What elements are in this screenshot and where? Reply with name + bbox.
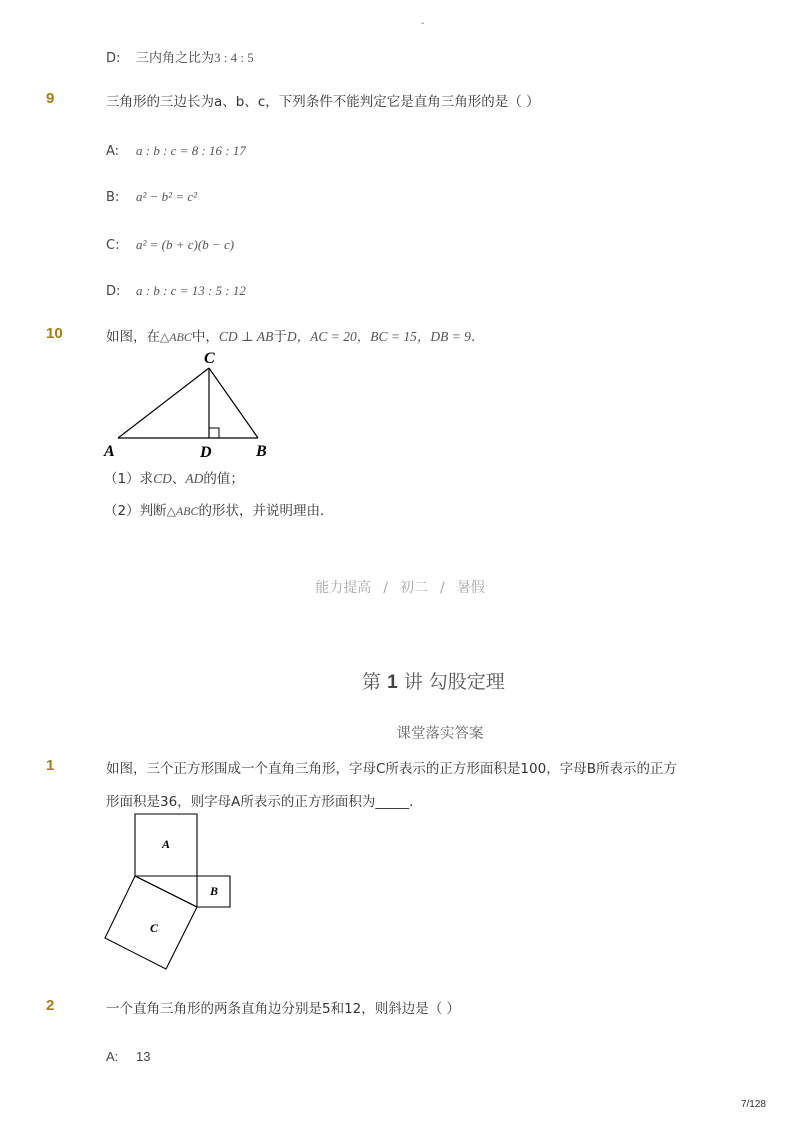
question-stem: 三角形的三边长为a、b、c，下列条件不能判定它是直角三角形的是（ ）	[106, 94, 540, 110]
header-mark: -	[421, 18, 425, 29]
stem-text: 于	[273, 329, 287, 345]
squares-figure	[100, 810, 240, 975]
option-math: 3 : 4 : 5	[214, 50, 254, 65]
stem-math: CD ⊥ AB	[218, 329, 274, 344]
lecture-title	[362, 667, 505, 694]
option-label: C:	[106, 238, 120, 253]
sub-text: （1）求	[104, 471, 154, 487]
q9-option-a	[106, 143, 246, 159]
sub-question-2	[104, 499, 334, 519]
option-label: A:	[106, 144, 120, 159]
option-label: D:	[106, 51, 121, 66]
lecture-prefix: 第	[362, 671, 382, 693]
vertex-label-b: B	[256, 443, 267, 460]
a2-option-a	[106, 1049, 150, 1064]
breadcrumb	[0, 577, 800, 597]
sub-math: CD	[153, 471, 172, 486]
vertex-label-a: A	[104, 443, 115, 460]
option-math: a² = (b + c)(b − c)	[136, 237, 235, 252]
question-number: 9	[46, 90, 55, 107]
q8-option-d	[106, 47, 254, 66]
option-label: D:	[106, 284, 121, 299]
q9-option-c	[106, 237, 234, 253]
option-math: a : b : c = 13 : 5 : 12	[136, 283, 246, 298]
breadcrumb-separator: /	[383, 580, 388, 596]
vertex-label-d: D	[200, 444, 212, 461]
square-label-c: C	[150, 921, 159, 935]
stem-math: △ABC	[160, 330, 192, 344]
sub-text: （2）判断	[104, 503, 167, 519]
section-title: 课堂落实答案	[396, 726, 484, 742]
option-label: A:	[106, 1049, 119, 1064]
lecture-suffix: 讲 勾股定理	[403, 671, 505, 693]
question-stem-line2: 形面积是36，则字母A所表示的正方形面积为_____．	[106, 794, 423, 810]
sub-question-1	[104, 467, 244, 487]
question-number: 1	[46, 757, 55, 774]
sub-text: 的形状，并说明理由．	[198, 503, 334, 519]
option-text: 三内角之比为	[136, 51, 215, 66]
question-stem-line1: 如图，三个正方形围成一个直角三角形，字母C所表示的正方形面积是100，字母B所表示的正方	[106, 761, 677, 777]
sub-math: AD	[185, 471, 204, 486]
breadcrumb-separator: /	[440, 580, 445, 596]
option-label: B:	[106, 190, 120, 205]
question-number: 2	[46, 997, 55, 1014]
breadcrumb-item: 初二	[400, 580, 428, 596]
breadcrumb-item: 能力提高	[315, 580, 372, 596]
stem-text: 如图，在	[106, 329, 160, 345]
question-stem	[106, 325, 484, 345]
sub-text: 的值；	[203, 471, 244, 487]
question-number: 10	[46, 325, 63, 342]
square-label-a: A	[162, 837, 171, 851]
stem-text: 中，	[191, 329, 219, 345]
triangle-figure	[100, 345, 280, 463]
q9-option-d	[106, 283, 246, 299]
sub-text: 、	[171, 471, 186, 487]
square-label-b: B	[210, 884, 219, 898]
stem-math: ，AC = 20，BC = 15，DB = 9．	[296, 329, 485, 344]
breadcrumb-item: 暑假	[456, 580, 485, 596]
option-math: a : b : c = 8 : 16 : 17	[136, 143, 246, 158]
q9-option-b	[106, 189, 197, 205]
option-text: 13	[136, 1049, 151, 1064]
lecture-number: 1	[387, 672, 398, 693]
stem-math: D	[286, 329, 297, 344]
question-stem: 一个直角三角形的两条直角边分别是5和12，则斜边是（ ）	[106, 1001, 461, 1017]
sub-math: △ABC	[166, 504, 199, 518]
vertex-label-c: C	[204, 350, 215, 367]
option-math: a² − b² = c²	[136, 189, 198, 204]
page-number: 7/128	[740, 1099, 766, 1110]
